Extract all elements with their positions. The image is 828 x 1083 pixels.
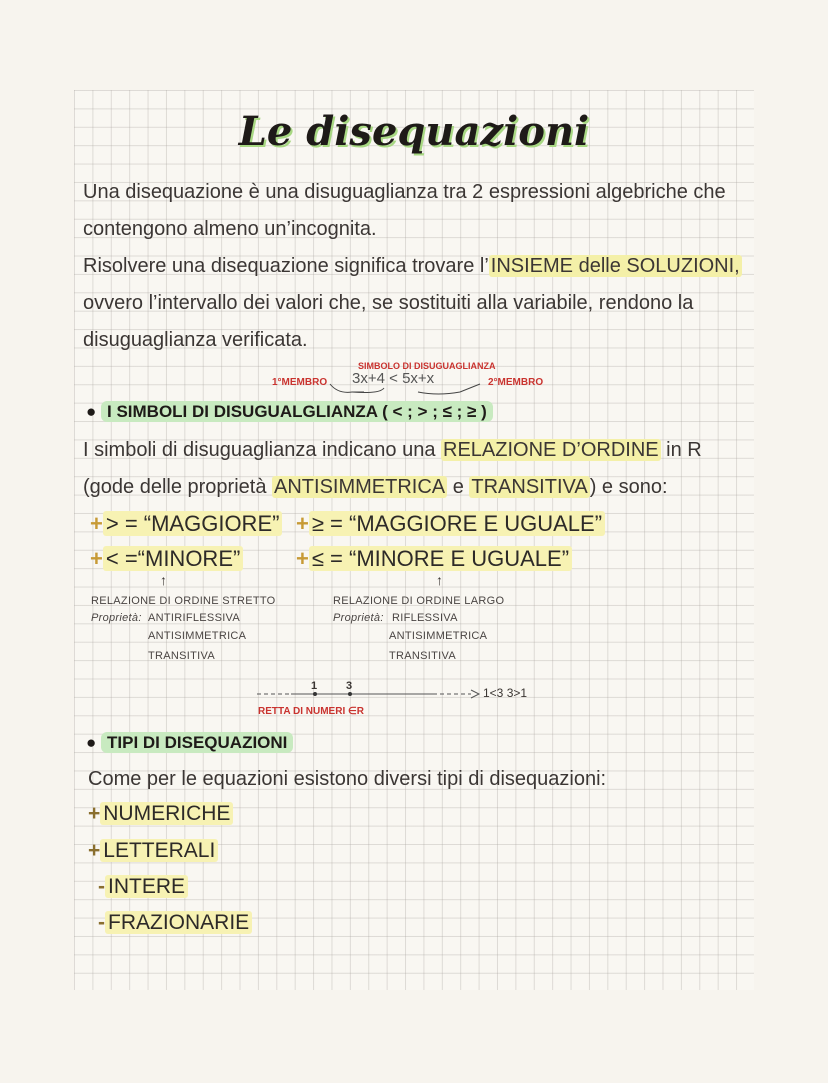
section1-para-2e: ) e sono: — [589, 476, 668, 498]
example-right: 5x+x — [402, 370, 435, 387]
member-braces — [320, 378, 500, 398]
wide-order-prop-2: ANTISIMMETRICA — [389, 630, 488, 642]
wide-order-title: RELAZIONE DI ORDINE LARGO — [333, 595, 505, 607]
section2-heading-text: TIPI DI DISEQUAZIONI — [101, 732, 293, 753]
list-item: - INTERE — [98, 875, 188, 899]
type-literal: LETTERALI — [100, 839, 218, 862]
section1-para-2c: e — [447, 476, 470, 498]
number-line — [255, 686, 485, 702]
antisymmetric-highlight: ANTISIMMETRICA — [274, 476, 446, 498]
symbol-greater-equal: + ≥ = “MAGGIORE E UGUALE” — [296, 511, 605, 537]
up-arrow-icon: ↑ — [436, 572, 443, 588]
list-item: + NUMERICHE — [88, 802, 233, 826]
second-member-label: 2°MEMBRO — [488, 377, 544, 388]
symbol-greater-equal-text: ≥ = “MAGGIORE E UGUALE” — [309, 511, 605, 536]
list-item: + LETTERALI — [88, 839, 218, 863]
strict-order-title: RELAZIONE DI ORDINE STRETTO — [91, 595, 276, 607]
page-title: Le disequazioni — [238, 108, 590, 155]
symbol-less-equal: + ≤ = “MINORE E UGUALE” — [296, 546, 572, 572]
section1-para-2a: (gode delle proprietà — [83, 476, 273, 498]
solution-set-highlight: INSIEME delle SOLUZIONI, — [490, 255, 740, 277]
order-relation-highlight: RELAZIONE D’ORDINE — [443, 439, 659, 461]
transitive-highlight: TRANSITIVA — [471, 476, 588, 498]
section1-para-1 — [83, 439, 702, 462]
symbol-greater-text: > = “MAGGIORE” — [103, 511, 283, 536]
wide-order-prop-label: Proprietà: — [333, 612, 384, 624]
intro-line-5: disuguaglianza verificata. — [83, 329, 308, 351]
section1-para-1c: in R — [660, 439, 702, 461]
first-member-label: 1°MEMBRO — [272, 377, 328, 388]
strict-order-prop-3: TRANSITIVA — [148, 650, 215, 662]
list-item: - FRAZIONARIE — [98, 911, 252, 935]
symbol-greater: + > = “MAGGIORE” — [90, 511, 282, 537]
example-operator: < — [389, 370, 398, 387]
number-line-three: 3 — [346, 680, 353, 692]
strict-order-prop-1: ANTIRIFLESSIVA — [148, 612, 241, 624]
intro-line-1: Una disequazione è una disuguaglianza tra 2 espressioni algebriche che — [83, 181, 726, 203]
type-numeric: NUMERICHE — [100, 802, 233, 825]
type-fractional: FRAZIONARIE — [105, 911, 252, 934]
wide-order-prop-3: TRANSITIVA — [389, 650, 456, 662]
intro-line-3-text: Risolvere una disequazione significa trovare l’ — [83, 255, 489, 277]
wide-order-prop-1: RIFLESSIVA — [392, 612, 458, 624]
section2-heading: ● TIPI DI DISEQUAZIONI — [86, 733, 293, 753]
number-line-one: 1 — [311, 680, 318, 692]
symbol-less-text: < =“MINORE” — [103, 546, 243, 571]
symbol-less: + < =“MINORE” — [90, 546, 243, 572]
intro-line-4: ovvero l’intervallo dei valori che, se sostituiti alla variabile, rendono la — [83, 292, 694, 314]
number-line-caption: RETTA DI NUMERI ∈R — [258, 706, 364, 717]
strict-order-prop-2: ANTISIMMETRICA — [148, 630, 247, 642]
intro-line-3 — [83, 255, 742, 278]
strict-order-prop-label: Proprietà: — [91, 612, 142, 624]
symbol-label: SIMBOLO DI DISUGUAGLIANZA — [358, 361, 496, 371]
symbol-less-equal-text: ≤ = “MINORE E UGUALE” — [309, 546, 572, 571]
section1-para-2 — [83, 476, 668, 499]
intro-line-2: contengono almeno un’incognita. — [83, 218, 377, 240]
up-arrow-icon: ↑ — [160, 572, 167, 588]
section1-para-1a: I simboli di disuguaglianza indicano una — [83, 439, 442, 461]
number-line-relation: 1<3 3>1 — [483, 686, 528, 700]
section1-heading: ● I SIMBOLI DI DISUGUALGLIANZA ( < ; > ; ≤ ; ≥ ) — [86, 402, 493, 422]
section1-heading-text: I SIMBOLI DI DISUGUALGLIANZA ( < ; > ; ≤ ; ≥ ) — [101, 401, 493, 422]
type-integer: INTERE — [105, 875, 188, 898]
example-left: 3x+4 — [352, 370, 385, 387]
section2-intro: Come per le equazioni esistono diversi tipi di disequazioni: — [88, 768, 607, 790]
